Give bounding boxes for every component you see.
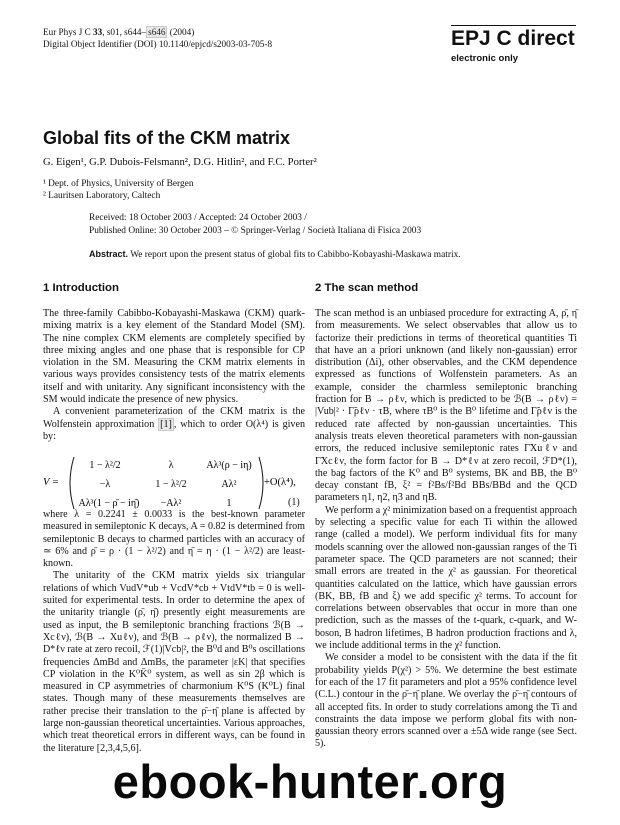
ckm-matrix-equation — [43, 453, 305, 513]
scan-paragraph-3: We consider a model to be consistent with the data if the fit probability yields P(χ²) > 5%. We determine the best estimate for each of the 17 fit parameters and plot a 95% confidence level (C.L.) contour in the ρ̄−η̄ plane. We overlay the ρ̄−η̄ contours of all accepted fits. In order to study correlations among the Ti and constraints the data impose we perform global fits with non-gaussian theory errors scanned over a ±5Δ wide range (see Sect. 5). — [315, 652, 577, 750]
intro-paragraph-1: The three-family Cabibbo-Kobayashi-Maskawa (CKM) quark-mixing matrix is a key element of the Standard Model (SM). The nine complex CKM elements are completely specified by three mixing angles and one phase that is responsible for CP violation in the SM. Measuring the CKM matrix elements in various ways provides consistency tests of the matrix elements itself and with unitarity. Any significant inconsistency with the SM would indicate the presence of new physics. — [43, 308, 305, 406]
brand-subtitle: electronic only — [451, 53, 519, 64]
publication-dates — [89, 212, 421, 237]
abstract — [89, 249, 461, 260]
intro-paragraph-2: A convenient parameterization of the CKM matrix is the Wolfenstein approximation [1] , which to order O(λ⁴) is given by: — [43, 406, 306, 442]
equation-label: V = — [43, 477, 59, 488]
section-2-heading: 2 The scan method — [315, 282, 419, 294]
matrix-cell: Aλ³(1 − ρ̄ − iη̄) — [78, 498, 140, 509]
journal-line: Eur Phys J C 33, s01, s644– s646 (2004) — [43, 27, 195, 37]
published-line: Published Online: 30 October 2003 – © Springer-Verlag / Società Italiana di Fisica 2003 — [89, 225, 422, 236]
left-paren — [70, 457, 74, 509]
matrix-cell: −λ — [99, 479, 111, 490]
section-1-text-top — [43, 308, 305, 443]
watermark: ebook-hunter.org — [112, 755, 508, 808]
matrix-cell: Aλ² — [221, 479, 237, 490]
page-link[interactable]: s646 — [148, 27, 166, 37]
intro-paragraph-3: where λ = 0.2241 ± 0.0033 is the best-known parameter measured in semileptonic K decays, A = 0.82 is determined from semileptonic B decays to charmed particles with an accuracy of ≃ 6% and ρ̄ = ρ · (1 − λ²/2) and η̄ = η · (1 − λ²/2) are least-known. — [43, 509, 305, 570]
reference-link-1[interactable]: [1] — [160, 418, 172, 430]
doi-line: Digital Object Identifier (DOI) 10.1140/epjcd/s2003-03-705-8 — [43, 39, 273, 49]
matrix-cell: 1 − λ²/2 — [155, 479, 187, 490]
matrix-cell: 1 − λ²/2 — [89, 460, 121, 471]
right-paren — [259, 457, 263, 509]
matrix-cell: 1 — [226, 498, 232, 509]
equation-number: (1) — [288, 497, 300, 508]
matrix-cell: λ — [168, 460, 174, 471]
author-list: G. Eigen¹, G.P. Dubois-Felsmann², D.G. Hitlin², and F.C. Porter² — [43, 157, 317, 168]
abstract-text: We report upon the present status of global fits to Cabibbo-Kobayashi-Maskawa matrix. — [130, 250, 461, 260]
abstract-label: Abstract. — [89, 249, 129, 259]
affiliation-2: ² Lauritsen Laboratory, Caltech — [43, 191, 161, 201]
section-1-text-bottom — [43, 509, 305, 755]
matrix-cell: Aλ³(ρ − iη) — [206, 460, 252, 471]
journal-header — [43, 26, 272, 50]
matrix-cell: −Aλ² — [160, 498, 182, 509]
affiliation-1: ¹ Dept. of Physics, University of Bergen — [43, 179, 194, 189]
brand-title: EPJ C direct — [451, 27, 575, 50]
article-title: Global fits of the CKM matrix — [43, 128, 291, 148]
section-1-heading: 1 Introduction — [43, 282, 119, 294]
received-line: Received: 18 October 2003 / Accepted: 24 October 2003 / — [89, 213, 307, 223]
scan-paragraph-2: We perform a χ² minimization based on a frequentist approach by selecting a specific value for each Ti within the allowed range (called a model). We perform individual fits for many models scanning over the allowed non-gaussian ranges of the Ti parameter space. The QCD parameters are not scanned; their small errors are treated in the χ² as gaussian. For theoretical quantities calculated on the lattice, which have gaussian errors (BK, BB, fB and ξ) we add specific χ² terms. To account for correlations between observables that occur in more than one prediction, such as the masses of the t-quark, c-quark, and W-boson, B hadron lifetimes, B hadron production fractions and λ, we include additional terms in the χ² function. — [315, 504, 577, 652]
intro-paragraph-4: The unitarity of the CKM matrix yields six triangular relations of which VudV*ub + VcdV*cb + VtdV*tb = 0 is well-suited for experimental tests. In order to determine the apex of the unitarity triangle (ρ̄, η̄) presently eight measurements are used as input, the B semileptonic branching fractions ℬ(B → Xcℓν), ℬ(B → Xuℓν), and ℬ(B → ρℓν), the normalized B → D*ℓν rate at zero recoil, ℱ(1)|Vcb|², the B⁰d and B⁰s oscillations frequencies ΔmBd and ΔmBs, the parameter |εK| that specifies CP violation in the K⁰K̄⁰ system, as well as sin 2β which is measured in CP asymmetries of charmonium K⁰S (K⁰L) final states. Though many of these measurements themselves are rather precise their translation to the ρ̄−η̄ plane is affected by large non-gaussian theoretical uncertainties. Various approaches, which treat theoretical errors in different ways, can be found in the literature [2,3,4,5,6]. — [43, 570, 305, 754]
equation-tail: +O(λ⁴), — [264, 477, 296, 488]
scan-paragraph-1: The scan method is an unbiased procedure for extracting A, ρ̄, η̄ from measurements. We select observables that allow us to factorize their predictions in terms of theoretical quantities Ti that have an a priori unknown (and likely non-gaussian) error distribution (Δi), other observables, and the CKM dependence expressed as functions of Wolfenstein parameters. As an example, consider the charmless semileptonic branching fraction for B → ρℓν, which is predicted to be ℬ(B → ρℓν) = |Vub|² · Γ̃ρℓν · τB, where τB⁰ is the B⁰ lifetime and Γ̃ρℓν is the reduced rate affected by non-gaussian uncertainties. This analysis treats eleven theoretical parameters with non-gaussian errors, the reduced inclusive semileptonic rates Γ̃Xuℓν and Γ̃Xcℓν, the form factor for B → D*ℓν at zero recoil, ℱD*(1), the bag factors of the K⁰ and B⁰ systems, BK and BB, the B⁰ decay constant fB, ξ² = f²Bs/f²Bd BBs/BBd and the QCD parameters η1, η2, η3 and ηB. — [315, 308, 577, 504]
section-2-text — [315, 308, 577, 751]
